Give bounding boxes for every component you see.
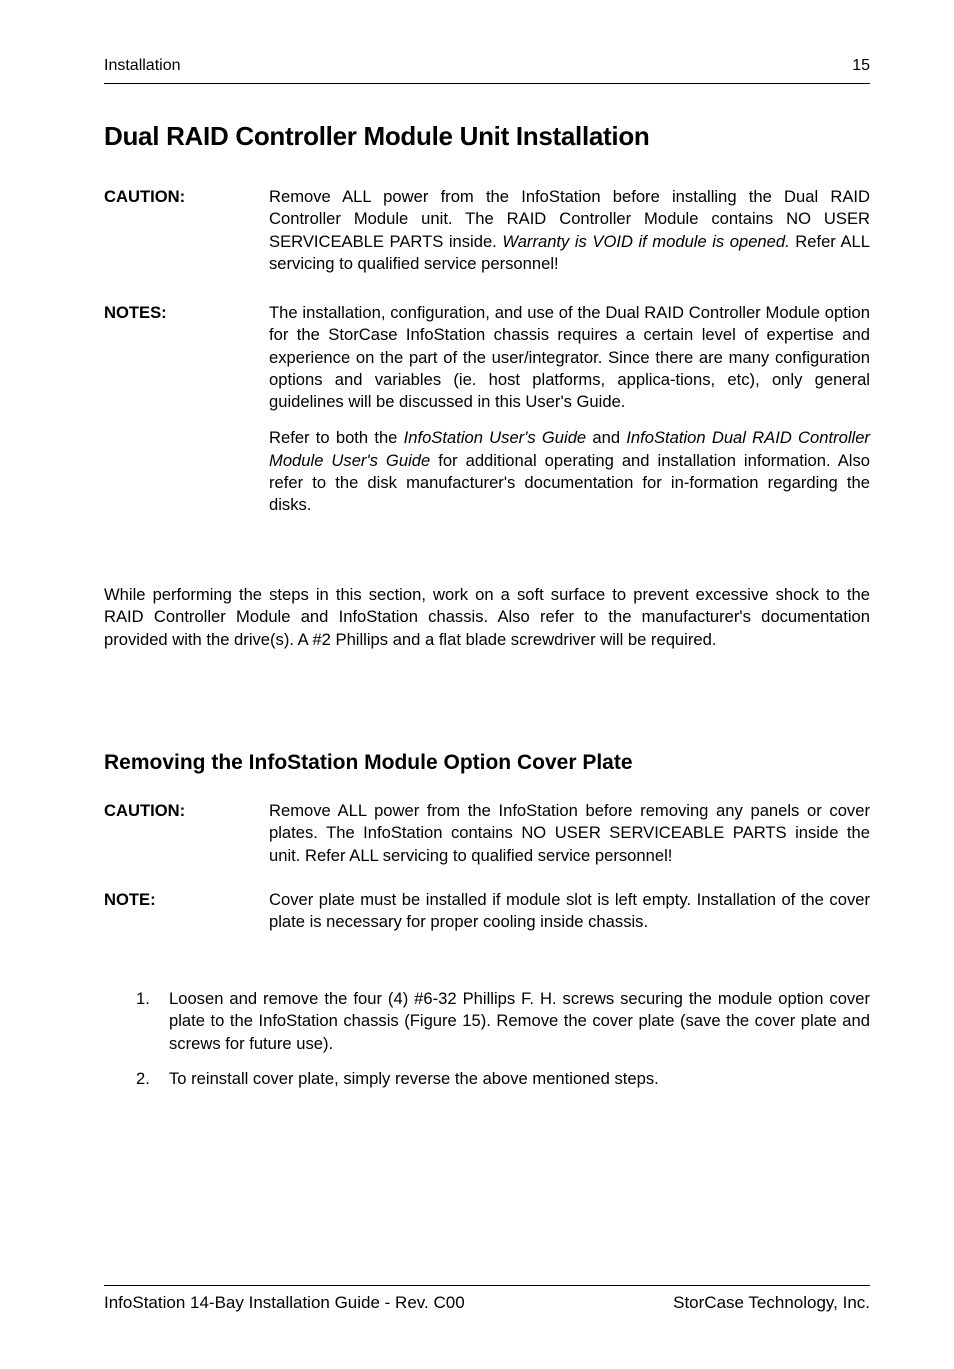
notes-label: NOTES:: [104, 303, 167, 322]
notes-block: [104, 302, 870, 517]
caution-label: CAUTION:: [104, 187, 186, 206]
caution-text: Remove ALL power from the InfoStation before removing any panels or cover plates. The InfoStation contains NO USER SERVICEABLE PARTS inside the unit. Refer ALL servicing to qualified service personnel!: [269, 801, 870, 865]
guide-reference: InfoStation User's Guide: [403, 428, 587, 448]
caution-text: [269, 186, 870, 275]
notes-text-part: and: [586, 428, 627, 448]
caution-label: CAUTION:: [104, 801, 186, 820]
page-number: 15: [852, 57, 870, 74]
page-header: [104, 57, 870, 84]
steps-list: [104, 988, 870, 1103]
page-title: Dual RAID Controller Module Unit Installation: [104, 121, 650, 151]
page-footer: [104, 1285, 870, 1316]
list-item: [104, 1068, 870, 1090]
caution-warranty-note: Warranty is VOID if module is opened.: [502, 231, 790, 251]
footer-company: StorCase Technology, Inc.: [673, 1293, 870, 1312]
notes-text-part: Refer to both the: [269, 428, 404, 448]
footer-doc-title: InfoStation 14-Bay Installation Guide - Rev. C00: [104, 1293, 465, 1312]
note-text: Cover plate must be installed if module slot is left empty. Installation of the cover plate is necessary for proper cooling inside chassis.: [269, 890, 870, 932]
list-item: [104, 988, 870, 1055]
caution-block-1: [104, 186, 870, 275]
notes-text: [269, 302, 870, 517]
note-block: [104, 889, 870, 934]
notes-paragraph-1: The installation, configuration, and use of the Dual RAID Controller Module option for the StorCase InfoStation chassis requires a certain level of expertise and experience on the part of the user/integrator. Since there are many configuration options and variables (ie. host platforms, applica-tions, etc), only general guidelines will be discussed in this User's Guide.: [269, 303, 870, 412]
section-subtitle: Removing the InfoStation Module Option Cover Plate: [104, 751, 633, 774]
intro-paragraph: While performing the steps in this section, work on a soft surface to prevent excessive shock to the RAID Controller Module and InfoStation chassis. Also refer to the manufacturer's documentation provided with the drive(s). A #2 Phillips and a flat blade screwdriver will be required.: [104, 585, 870, 649]
step-text: To reinstall cover plate, simply reverse the above mentioned steps.: [169, 1068, 659, 1088]
guide-reference: InfoStation Dual RAID Controller Module User's Guide: [269, 428, 870, 470]
notes-paragraph-2: [269, 427, 870, 516]
step-number: 2.: [136, 1068, 150, 1088]
step-text: Loosen and remove the four (4) #6-32 Phillips F. H. screws securing the module option cover plate to the InfoStation chassis (Figure 15). Remove the cover plate (save the cover plate and screws for future use).: [169, 989, 870, 1053]
step-number: 1.: [136, 989, 150, 1008]
caution-text-part: Remove ALL power from the InfoStation before installing the Dual RAID Controller Module unit. The RAID Controller Module contains NO USER SERVICEABLE PARTS inside.: [269, 187, 870, 251]
note-label: NOTE:: [104, 890, 156, 909]
notes-text-part: for additional operating and installation information. Also refer to the disk manufacturer's documentation for in-formation regarding the disks.: [269, 450, 870, 515]
header-section: Installation: [104, 57, 181, 74]
caution-block-2: [104, 800, 870, 867]
caution-text-part: Refer ALL servicing to qualified service personnel!: [269, 231, 870, 273]
